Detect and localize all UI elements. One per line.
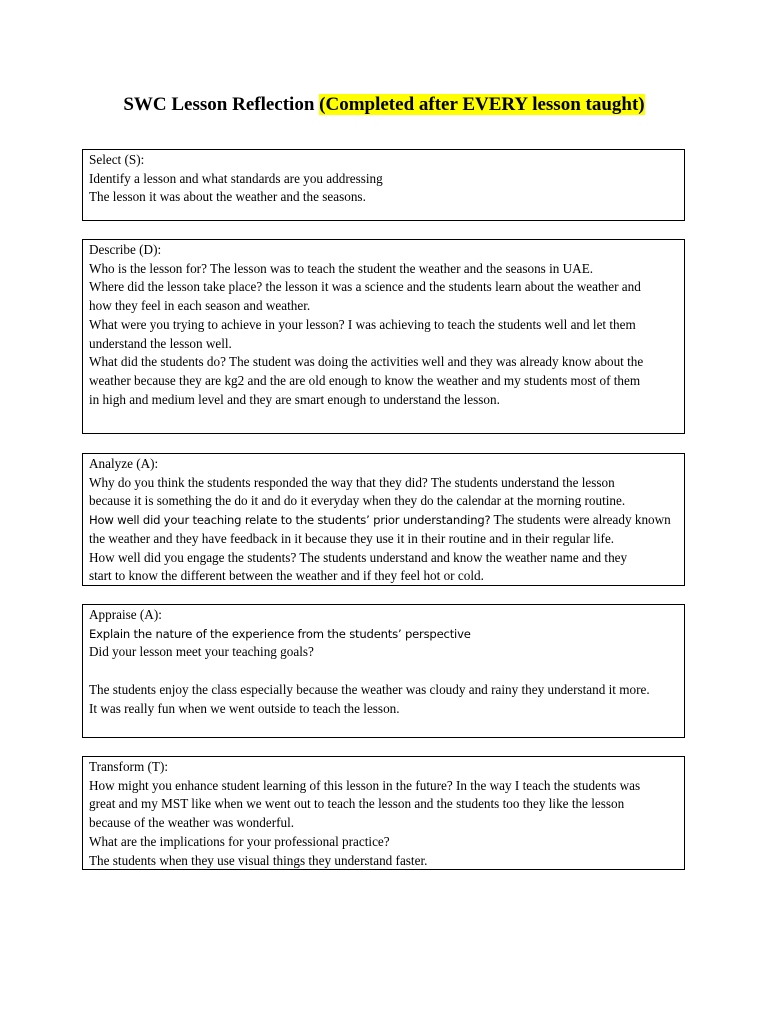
- title-highlight: (Completed after EVERY lesson taught): [319, 94, 645, 115]
- select-section: [82, 149, 685, 221]
- page-title: [0, 92, 768, 118]
- spacer: [89, 662, 678, 681]
- appraise-section: [82, 604, 685, 738]
- transform-line: How might you enhance student learning of this lesson in the future? In the way I teach the students was: [89, 777, 641, 793]
- analyze-line: because it is something the do it and do it everyday when they do the calendar at the morning routine.: [89, 493, 626, 509]
- describe-line: in high and medium level and they are smart enough to understand the lesson.: [89, 391, 500, 407]
- analyze-line: Why do you think the students responded the way that they did? The students understand the lesson: [89, 474, 615, 490]
- analyze-heading: Analyze (A):: [89, 456, 159, 471]
- appraise-line: The students enjoy the class especially because the weather was cloudy and rainy they understand it more.: [89, 681, 650, 697]
- select-line: Identify a lesson and what standards are you addressing: [89, 170, 383, 186]
- analyze-line: How well did you engage the students? The students understand and know the weather name and they: [89, 549, 628, 565]
- transform-line: What are the implications for your professional practice?: [89, 833, 390, 849]
- transform-line: The students when they use visual things they understand faster.: [89, 852, 428, 868]
- appraise-heading: Appraise (A):: [89, 607, 162, 622]
- appraise-line: It was really fun when we went outside to teach the lesson.: [89, 700, 400, 716]
- prior-question: How well did your teaching relate to the students’ prior understanding?: [89, 513, 491, 528]
- select-line: The lesson it was about the weather and the seasons.: [89, 189, 366, 205]
- appraise-question: Did your lesson meet your teaching goals?: [89, 644, 314, 660]
- describe-line: What were you trying to achieve in your lesson? I was achieving to teach the students well and let them: [89, 316, 636, 332]
- appraise-question: Explain the nature of the experience from the students’ perspective: [89, 626, 471, 641]
- transform-line: because of the weather was wonderful.: [89, 815, 295, 831]
- analyze-line: [89, 511, 678, 530]
- describe-heading: Describe (D):: [89, 242, 162, 257]
- transform-section: [82, 756, 685, 870]
- describe-line: understand the lesson well.: [89, 335, 232, 351]
- describe-line: What did the students do? The student was doing the activities well and they was already know about the: [89, 354, 644, 370]
- describe-line: weather because they are kg2 and the are old enough to know the weather and my students most of them: [89, 372, 641, 388]
- describe-line: Who is the lesson for? The lesson was to teach the student the weather and the seasons in UAE.: [89, 260, 594, 276]
- transform-heading: Transform (T):: [89, 759, 168, 774]
- transform-line: great and my MST like when we went out to teach the lesson and the students too they like the lesson: [89, 796, 625, 812]
- title-main: SWC Lesson Reflection: [123, 94, 320, 115]
- describe-line: how they feel in each season and weather.: [89, 298, 311, 314]
- describe-section: [82, 239, 685, 434]
- select-heading: Select (S):: [89, 152, 145, 167]
- prior-answer: The students were already known: [490, 512, 671, 528]
- analyze-line: start to know the different between the weather and if they feel hot or cold.: [89, 568, 484, 584]
- analyze-section: [82, 453, 685, 586]
- describe-line: Where did the lesson take place? the lesson it was a science and the students learn about the weather and: [89, 279, 641, 295]
- analyze-line: the weather and they have feedback in it because they use it in their routine and in their regular life.: [89, 530, 615, 546]
